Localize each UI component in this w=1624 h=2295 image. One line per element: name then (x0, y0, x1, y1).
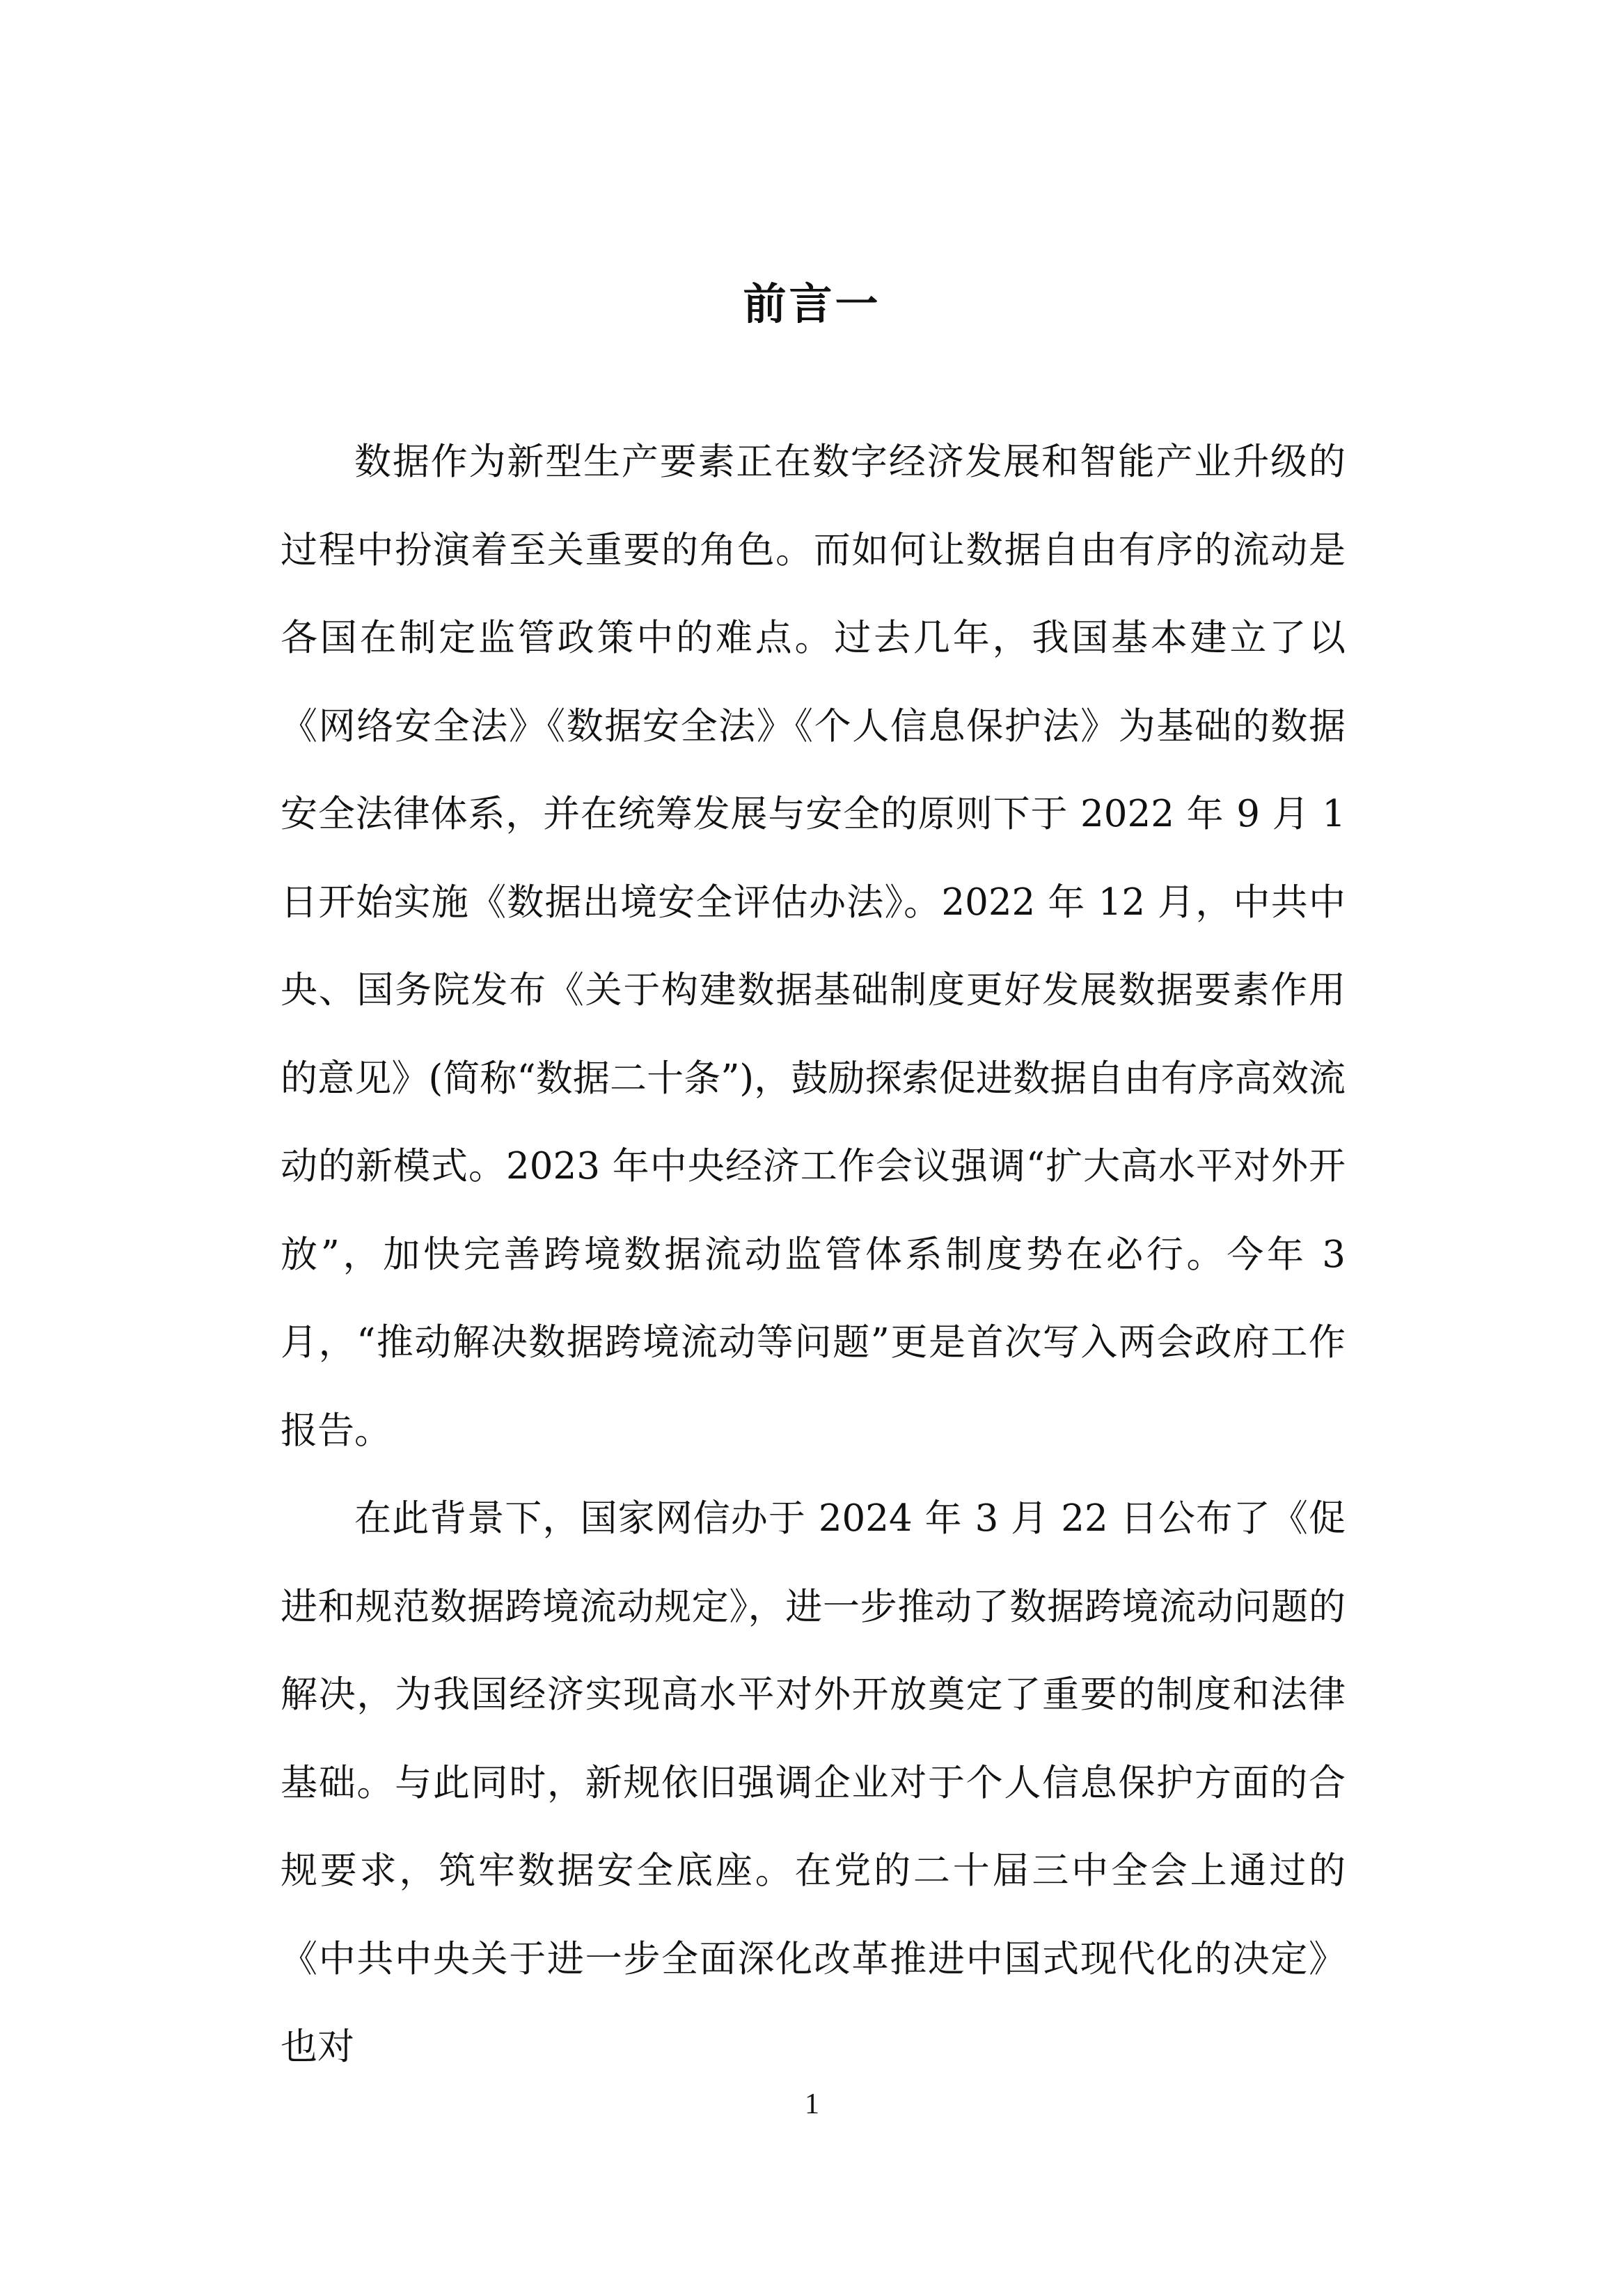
page-title: 前言一 (743, 278, 881, 329)
paragraph-2: 在此背景下，国家网信办于 2024 年 3 月 22 日公布了《促进和规范数据跨境流动规定》，进一步推动了数据跨境流动问题的解决，为我国经济实现高水平对外开放奠定了重要的制度和法律基础。与此同时，新规依旧强调企业对于个人信息保护方面的合规要求，筑牢数据安全底座。在党的二十届三中全会上通过的《中共中央关于进一步全面深化改革推进中国式现代化的决定》也对 (281, 1497, 1346, 2068)
body-text (281, 418, 1346, 2092)
paragraph-1: 数据作为新型生产要素正在数字经济发展和智能产业升级的过程中扮演着至关重要的角色。而如何让数据自由有序的流动是各国在制定监管政策中的难点。过去几年，我国基本建立了以《网络安全法》《数据安全法》《个人信息保护法》为基础的数据安全法律体系，并在统筹发展与安全的原则下于 2022 年 9 月 1 日开始实施《数据出境安全评估办法》。2022 年 12 月，中共中央、国务院发布《关于构建数据基础制度更好发展数据要素作用的意见》(简称“数据二十条”)，鼓励探索促进数据自由有序高效流动的新模式。2023 年中央经济工作会议强调“扩大高水平对外开放”，加快完善跨境数据流动监管体系制度势在必行。今年 3 月，“推动解决数据跨境流动等问题”更是首次写入两会政府工作报告。 (281, 441, 1346, 1452)
page-number: 1 (805, 2088, 819, 2120)
